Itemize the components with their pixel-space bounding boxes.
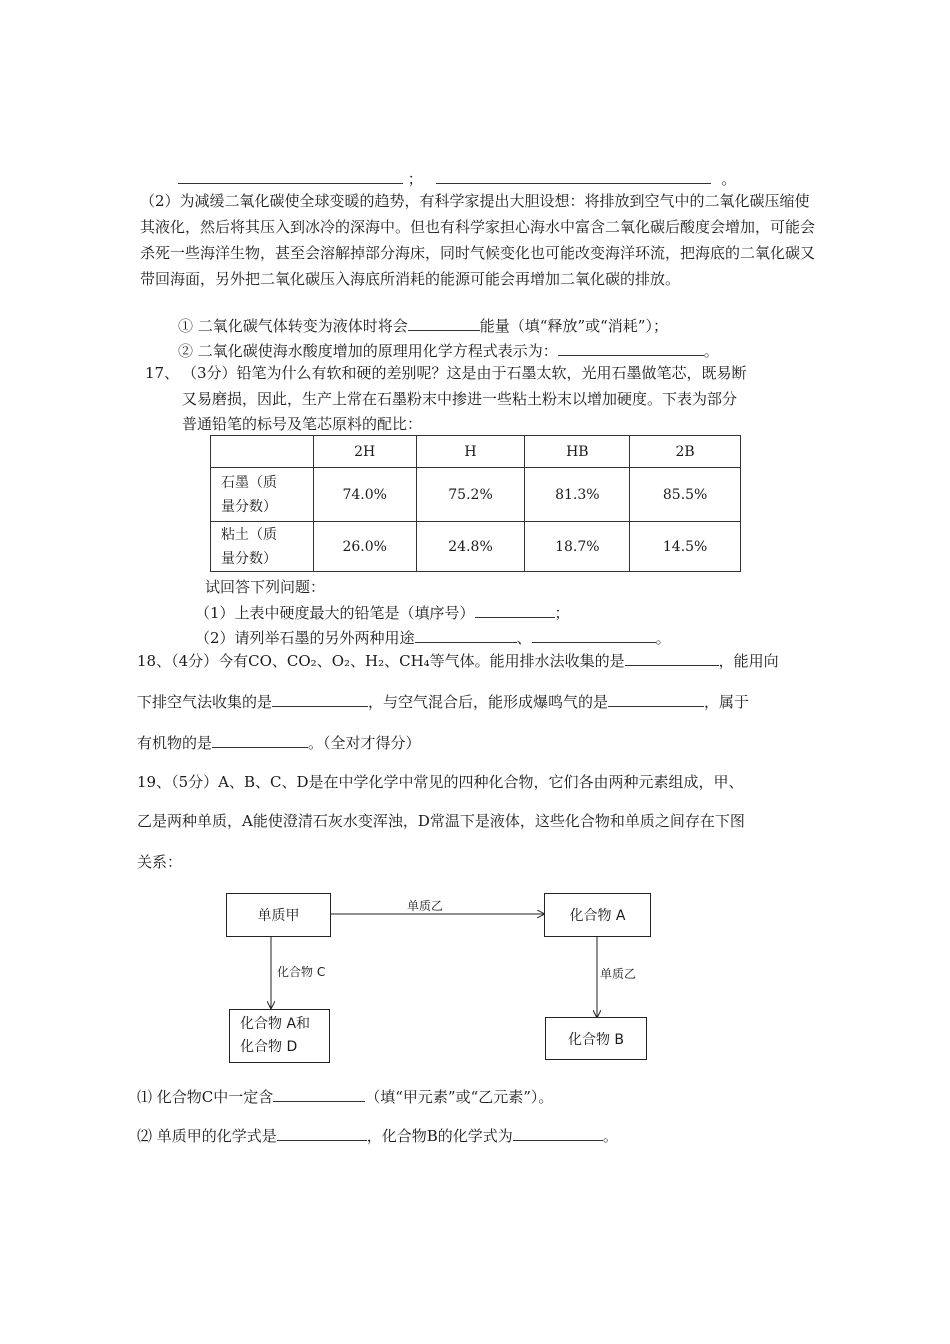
box-compound-a: 化合物 A — [544, 893, 651, 937]
q19-sub2 — [137, 1125, 618, 1147]
q17-line3: 普通铅笔的标号及笔芯原料的配比： — [182, 415, 423, 433]
answer-blank[interactable] — [277, 1126, 367, 1141]
table-cell: 85.5% — [630, 468, 741, 522]
question-text: ，属于 — [704, 693, 750, 711]
answer-blank[interactable] — [273, 1087, 365, 1102]
question-text: ； — [554, 604, 570, 622]
question-text: ① 二氧化碳气体转变为液体时将会 — [178, 317, 408, 335]
q17-number: 17、 — [145, 364, 180, 382]
question-text: 。（全对才得分） — [308, 734, 421, 752]
table-header-cell: 2H — [313, 436, 416, 468]
q16-2-paragraph: （2）为减缓二氧化碳使全球变暖的趋势，有科学家提出大胆设想：将排放到空气中的二氧化碳压缩使其液化，然后将其压入到冰冷的深海中。但也有科学家担心海水中富含二氧化碳后酸度会增加，可能会杀死一些海洋生物，甚至会溶解掉部分海床，同时气候变化也可能改变海洋环流，把海底的二氧化碳又带回海面，另外把二氧化碳压入海底所消耗的能源可能会再增加二氧化碳的排放。 — [140, 192, 816, 288]
question-text: 18、（4分）今有CO、CO₂、O₂、H₂、CH₄等气体。能用排水法收集的是 — [137, 652, 625, 670]
q19-sub1 — [137, 1086, 553, 1108]
row-label-line: 粘土（质 — [221, 526, 277, 543]
table-header-cell: 2B — [630, 436, 741, 468]
table-header-cell: H — [416, 436, 525, 468]
table-cell: 74.0% — [313, 468, 416, 522]
question-text: 能量（填“释放”或“消耗”）； — [479, 317, 668, 335]
question-text: 。 — [703, 342, 719, 360]
box-element-jia: 单质甲 — [226, 893, 331, 937]
question-text: 、 — [516, 629, 532, 647]
question-text: ⑴ 化合物C中一定含 — [137, 1088, 274, 1106]
q19-line2: 乙是两种单质，A能使澄清石灰水变浑浊，D常温下是液体，这些化合物和单质之间存在下图 — [137, 812, 745, 830]
answer-blank[interactable] — [513, 1126, 603, 1141]
question-text: ，能用向 — [718, 652, 779, 670]
row-label-line: 量分数） — [221, 498, 277, 515]
question-text: 。 — [602, 1127, 618, 1145]
line-end: 。 — [721, 170, 737, 188]
question-text: （2）请列举石墨的另外两种用途 — [195, 629, 415, 647]
q17-line2: 又易磨损，因此，生产上常在石墨粉末中掺进一些粘土粉末以增加硬度。下表为部分 — [182, 390, 738, 408]
arrow-label-top: 单质乙 — [407, 899, 444, 913]
table-cell: 18.7% — [525, 522, 630, 572]
question-text: 下排空气法收集的是 — [137, 693, 273, 711]
question-text: （1）上表中硬度最大的铅笔是（填序号） — [195, 604, 475, 622]
row-label-line: 量分数） — [221, 550, 277, 567]
table-header-cell: HB — [525, 436, 630, 468]
question-text: 。 — [655, 629, 671, 647]
box-line: 化合物 D — [240, 1039, 298, 1055]
q17-line1: （3分）铅笔为什么有软和硬的差别呢？这是由于石墨太软，光用石墨做笔芯，既易断 — [182, 364, 747, 382]
separator: ； — [407, 170, 423, 188]
question-text: （填“甲元素”或“乙元素”）。 — [365, 1088, 554, 1106]
box-compound-a-and-d — [229, 1009, 330, 1063]
table-cell: 26.0% — [313, 522, 416, 572]
table-cell: 14.5% — [630, 522, 741, 572]
q19-line1: 19、（5分）A、B、C、D是在中学化学中常见的四种化合物，它们各由两种元素组成，甲、 — [137, 773, 744, 791]
box-line: 化合物 A和 — [240, 1016, 311, 1032]
box-compound-b: 化合物 B — [545, 1017, 647, 1060]
question-text: ② 二氧化碳使海水酸度增加的原理用化学方程式表示为： — [178, 342, 558, 360]
arrow-label-left: 化合物 C — [277, 965, 326, 979]
table-cell: 24.8% — [416, 522, 525, 572]
table-cell: 75.2% — [416, 468, 525, 522]
question-text: ，化合物B的化学式为 — [366, 1127, 513, 1145]
arrow-label-right: 单质乙 — [600, 967, 637, 981]
q17-prompt: 试回答下列问题： — [205, 578, 326, 596]
table-cell: 81.3% — [525, 468, 630, 522]
question-text: 有机物的是 — [137, 734, 213, 752]
q19-line3: 关系： — [137, 853, 183, 871]
question-text: ⑵ 单质甲的化学式是 — [137, 1127, 277, 1145]
row-label-line: 石墨（质 — [221, 474, 277, 491]
question-text: ，与空气混合后，能形成爆鸣气的是 — [368, 693, 609, 711]
